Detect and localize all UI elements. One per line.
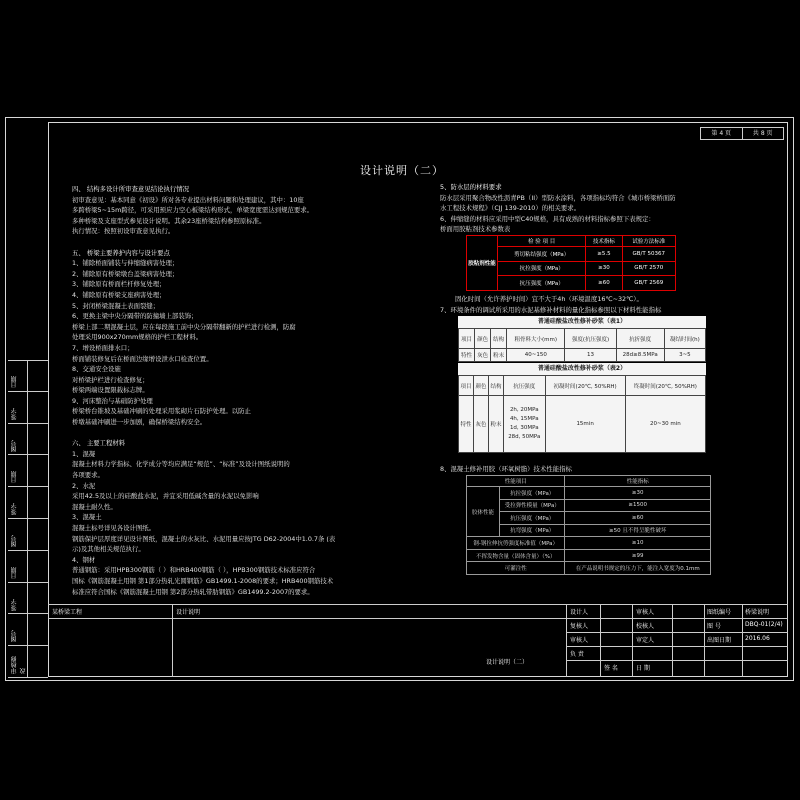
tb-no: DBQ-01(2/4) bbox=[745, 621, 783, 628]
t1-h2: 试验方法标准 bbox=[622, 236, 676, 247]
t2-c3: 40~150 bbox=[507, 349, 565, 362]
t1-h1: 技术指标 bbox=[586, 236, 622, 247]
left-col-line: 5、封闭桥梁混凝土表面裂缝； bbox=[72, 301, 160, 310]
strip-label: 审核修改 bbox=[11, 655, 27, 674]
left-col-line: 混凝土标号详见各设计图纸。 bbox=[72, 524, 156, 532]
tb-v5 bbox=[672, 604, 673, 677]
left-col-line: 五、 桥梁主要养护内容与设计要点 bbox=[72, 248, 170, 257]
tb-line-1 bbox=[48, 618, 788, 619]
tb-v3 bbox=[600, 604, 601, 677]
left-col-line: 四、 结构多设计所审查意见结论执行情况 bbox=[72, 185, 190, 193]
t3-color: 灰色 bbox=[474, 396, 489, 453]
page-current: 第 4 页 bbox=[701, 128, 743, 139]
left-col-line: 钢筋保护层厚度详见设计图纸，混凝土的水灰比、水泥用量应按JTG D62-2004中1.0.7条 (表 bbox=[72, 534, 336, 543]
t2-h4: 强度(抗压强度) bbox=[565, 329, 616, 349]
t1-h0: 检 验 项 目 bbox=[498, 236, 586, 247]
page-number-box bbox=[700, 127, 784, 140]
left-col-line: 多种桥梁及支座型式参见设计说明。其余23座桥梁结构参照原标准。 bbox=[72, 216, 266, 225]
left-col-line: 执行情况：按照初设审查意见执行。 bbox=[72, 227, 175, 236]
tb-responsible: 负 责 bbox=[570, 651, 584, 658]
t3-h0: 项目 bbox=[459, 376, 474, 396]
left-column-text bbox=[72, 184, 335, 597]
right-col-line: 6、伸缩缝的材料应采用中型C40规格，具有成熟的材料指标参照下表规定： bbox=[440, 214, 655, 223]
t3-strength-1: 4h, 15MPa bbox=[509, 416, 539, 422]
strip-label: 签字 bbox=[11, 598, 18, 611]
left-col-line: 六、 主要工程材料 bbox=[72, 439, 126, 448]
t3-h3: 抗压强度 bbox=[504, 376, 545, 396]
t4-s2c0: 可灌注性 bbox=[467, 562, 565, 575]
tb-check-b: 校核人 bbox=[636, 623, 655, 630]
left-col-line: 桥墩基础冲刷进一步加剧，确保桥梁结构安全。 bbox=[72, 418, 207, 427]
strip-label: 日期 bbox=[11, 566, 18, 579]
strip-label: 图号 bbox=[11, 630, 18, 643]
t1-r1c0: 抗拉强度（MPa） bbox=[498, 261, 586, 276]
left-col-line: 3、铺除原有桥面栏杆修复处理； bbox=[72, 280, 166, 289]
strip-label: 日期 bbox=[11, 471, 18, 484]
right-column-text bbox=[440, 182, 676, 235]
left-col-line: 采用42.5及以上的硅酸盐水泥，并宜采用低碱含量的水泥以免影响 bbox=[72, 492, 259, 501]
tb-scale-label: 图纸编号 bbox=[707, 609, 732, 616]
left-col-line: 6、更换主梁中央分隔带的防撞墙上部装饰； bbox=[72, 312, 198, 321]
t1-r2c0: 抗压强度（MPa） bbox=[498, 276, 586, 291]
t4-group: 胶体性能 bbox=[467, 487, 500, 537]
t2-c5: 28d≥8.5MPa bbox=[616, 349, 664, 362]
tb-v6 bbox=[704, 604, 705, 677]
t4-r0c0: 抗拉强度（MPa） bbox=[500, 487, 565, 500]
strip-label: 图号 bbox=[11, 439, 18, 452]
left-col-line: 普通钢筋：采用HPB300钢筋（ ）和HRB400钢筋（ ），HPB300钢筋技术标准应符合 bbox=[72, 566, 316, 575]
t3-strength-3: 28d, 50MPa bbox=[508, 434, 541, 440]
right-col-line: 水工程技术规程》（CJJ 139-2010）的相关要求。 bbox=[440, 204, 581, 213]
t4-r2c1: ≥60 bbox=[565, 512, 711, 525]
adhesive-rowlabel: 胶粘剂性能 bbox=[467, 236, 498, 291]
t4-s2c1: 在产品说明书规定的压力下，能注入宽度为0.1mm bbox=[565, 562, 711, 575]
t3-struct: 粉末 bbox=[489, 396, 504, 453]
left-col-line: 初审查意见：基本同意《初设》所对各专业提出材料问题和处理建议，其中：10座 bbox=[72, 195, 304, 204]
tb-project: 某桥梁工程 bbox=[52, 609, 83, 616]
t2-h1: 颜色 bbox=[475, 329, 491, 349]
t4-r1c1: ≥1500 bbox=[565, 499, 711, 512]
t2-h6: 凝结时间(h) bbox=[664, 329, 705, 349]
left-col-line: 桥梁两端设置限载标志牌。 bbox=[72, 386, 149, 395]
left-col-line bbox=[72, 428, 335, 439]
section-7-heading: 7、环境条件的调试所采用的水泥基修补材料的量化指标参照以下材料性能指标 bbox=[440, 306, 662, 314]
mortar-table-2 bbox=[458, 375, 706, 453]
title-block bbox=[48, 604, 788, 677]
strip-label: 签字 bbox=[11, 407, 18, 420]
t1-r2c2: GB/T 2569 bbox=[622, 276, 676, 291]
left-col-line: 7、增设桥面排水口； bbox=[72, 343, 134, 352]
t4-r2c0: 抗压强度（MPa） bbox=[500, 512, 565, 525]
t2-c4: 13 bbox=[565, 349, 616, 362]
t2-h0: 项目 bbox=[459, 329, 475, 349]
tb-v7 bbox=[742, 604, 743, 677]
left-col-line: 8、交通安全设施 bbox=[72, 365, 121, 374]
left-col-line: 示)及其他相关规范执行。 bbox=[72, 545, 145, 554]
t3-strength-0: 2h, 20MPa bbox=[509, 407, 539, 413]
right-col-line: 5、防水层的材料要求 bbox=[440, 183, 502, 191]
t2-c0: 特性 bbox=[459, 349, 475, 362]
t1-r0c1: ≥5.5 bbox=[586, 247, 622, 262]
left-col-line: 桥面铺装修复后在桥面边缘增设泄水口检查位置。 bbox=[72, 354, 213, 363]
t4-r0c1: ≥30 bbox=[565, 487, 711, 500]
left-col-line: 桥梁上部二期混凝土层，应在每段施工前中央分隔带翻新的护栏进行检测，防腐 bbox=[72, 322, 296, 331]
tb-design: 设计人 bbox=[570, 609, 589, 616]
left-col-line: 2、铺除原有桥梁墩台盖梁病害处理； bbox=[72, 269, 179, 278]
t4-s1c1: ≥99 bbox=[565, 549, 711, 562]
left-col-line: 多跨桥梁5~15m跨径，可采用预应力空心板梁结构形式，单梁宽度需达到规范要求。 bbox=[72, 206, 314, 215]
t4-s1c0: 不挥发物含量（固体含量）（%） bbox=[467, 549, 565, 562]
table3-bar: 普通硅酸盐改性修补砂浆（表2） bbox=[458, 363, 706, 375]
tb-scale: 桥梁说明 bbox=[745, 609, 770, 616]
left-col-line: 桥梁桥台锥坡及基础冲刷的处理采用浆砌片石防护处理。以防止 bbox=[72, 407, 251, 416]
left-col-line: 混凝土材料力学指标、化学成分等均应满足“规范”、“标准”及设计图纸说明的 bbox=[72, 460, 290, 469]
tb-date-label: 日 期 bbox=[636, 665, 650, 672]
t4-s0c0: 钢-钢拉伸抗剪强度标准值（MPa） bbox=[467, 537, 565, 550]
mortar-table-1 bbox=[458, 328, 706, 362]
t4-r3c0: 抗弯强度（MPa） bbox=[500, 524, 565, 537]
tb-date2-label: 出图日期 bbox=[707, 637, 732, 644]
t2-h3: 粗骨料大小(mm) bbox=[507, 329, 565, 349]
t3-h1: 颜色 bbox=[474, 376, 489, 396]
t2-c6: 3~5 bbox=[664, 349, 705, 362]
tb-date2: 2016.06 bbox=[745, 635, 770, 642]
t2-c2: 粉末 bbox=[491, 349, 507, 362]
table2-bar: 普通硅酸盐改性修补砂浆（表1） bbox=[458, 316, 706, 328]
tb-v2 bbox=[566, 604, 567, 677]
t3-h2: 结构 bbox=[489, 376, 504, 396]
left-col-line: 1、混凝 bbox=[72, 449, 96, 458]
tb-sign: 签 名 bbox=[604, 665, 618, 672]
tb-check: 复核人 bbox=[570, 623, 589, 630]
t3-h5: 终凝时间(20℃, 50%RH) bbox=[625, 376, 705, 396]
t4-h1: 性能指标 bbox=[565, 476, 711, 487]
tb-review: 审核人 bbox=[570, 637, 589, 644]
left-col-line: 1、铺除桥面铺装与伸缩缝病害处理； bbox=[72, 259, 179, 268]
t4-s0c1: ≥10 bbox=[565, 537, 711, 550]
t4-h0: 性能项目 bbox=[467, 476, 565, 487]
t3-label: 特性 bbox=[459, 396, 474, 453]
tb-v4 bbox=[632, 604, 633, 677]
tb-design-b: 审核人 bbox=[636, 609, 655, 616]
t4-r3c1: ≥50 且不得呈脆性破坏 bbox=[565, 524, 711, 537]
tb-v1 bbox=[172, 604, 173, 677]
t2-c1: 灰色 bbox=[475, 349, 491, 362]
strip-label: 图号 bbox=[11, 534, 18, 547]
left-col-line: 2、水泥 bbox=[72, 481, 96, 490]
strip-label: 签字 bbox=[11, 502, 18, 515]
t3-h4: 初凝时间(20℃, 50%RH) bbox=[545, 376, 625, 396]
tb-approve: 审定人 bbox=[636, 637, 655, 644]
right-col-line: 防水层采用聚合物改性沥青PB（II）型防水涂料，各项指标均符合《城市桥梁桥面防 bbox=[440, 193, 676, 202]
section-8-heading: 8、混凝土修补用胶（环氧树脂）技术性能指标 bbox=[440, 465, 572, 473]
t4-r1c0: 受拉弹性模量（MPa） bbox=[500, 499, 565, 512]
tb-drawing-type: 设计说明 bbox=[176, 609, 201, 616]
t1-r1c1: ≥30 bbox=[586, 261, 622, 276]
left-col-line: 标准应符合国标《钢筋混凝土用钢 第2部分热轧带肋钢筋》GB1499.2-2007的要求。 bbox=[72, 587, 314, 596]
left-col-line: 处理采用900x270mm规格的护栏工程材料。 bbox=[72, 333, 203, 342]
page-title: 设计说明（二） bbox=[360, 164, 444, 177]
t1-r2c1: ≥60 bbox=[586, 276, 622, 291]
t2-h5: 抗折强度 bbox=[616, 329, 664, 349]
left-col-line: 国标《钢筋混凝土用钢 第1部分热轧光圆钢筋》GB1499.1-2008的要求；HRB400钢筋技术 bbox=[72, 576, 334, 585]
t3-final: 20~30 min bbox=[625, 396, 705, 453]
t2-h2: 结构 bbox=[491, 329, 507, 349]
page-total: 共 8 页 bbox=[752, 130, 773, 137]
t3-strength bbox=[504, 396, 545, 453]
t1-r1c2: GB/T 2570 bbox=[622, 261, 676, 276]
strip-label: 日期 bbox=[11, 375, 18, 388]
epoxy-table bbox=[466, 475, 711, 575]
left-col-line: 对桥梁护栏进行检查修复； bbox=[72, 375, 149, 384]
left-col-line: 4、铺除原有桥梁支座病害处理； bbox=[72, 290, 166, 299]
adhesive-note: 固化时间（允许养护时间）宜不大于4h（环境温度16℃~32℃）。 bbox=[455, 295, 643, 303]
left-col-line: 混凝土耐久性。 bbox=[72, 502, 117, 511]
right-col-line: 桥面用胶粘剂技术参数表 bbox=[440, 225, 511, 234]
t1-r0c0: 剪切粘结强度（MPa） bbox=[498, 247, 586, 262]
left-col-line: 9、河床整治与基础防护处理 bbox=[72, 396, 153, 405]
t1-r0c2: GB/T 50367 bbox=[622, 247, 676, 262]
tb-drawing-title: 设计说明（二） bbox=[486, 659, 529, 666]
adhesive-table bbox=[466, 235, 676, 291]
tb-no-label: 图 号 bbox=[707, 623, 721, 630]
t3-init: 15min bbox=[545, 396, 625, 453]
left-col-line: 各项要求。 bbox=[72, 471, 104, 480]
left-col-line: 3、混凝土 bbox=[72, 513, 102, 522]
left-col-line: 4、钢材 bbox=[72, 555, 96, 564]
left-col-line bbox=[72, 237, 335, 248]
t3-strength-2: 1d, 30MPa bbox=[509, 425, 539, 431]
